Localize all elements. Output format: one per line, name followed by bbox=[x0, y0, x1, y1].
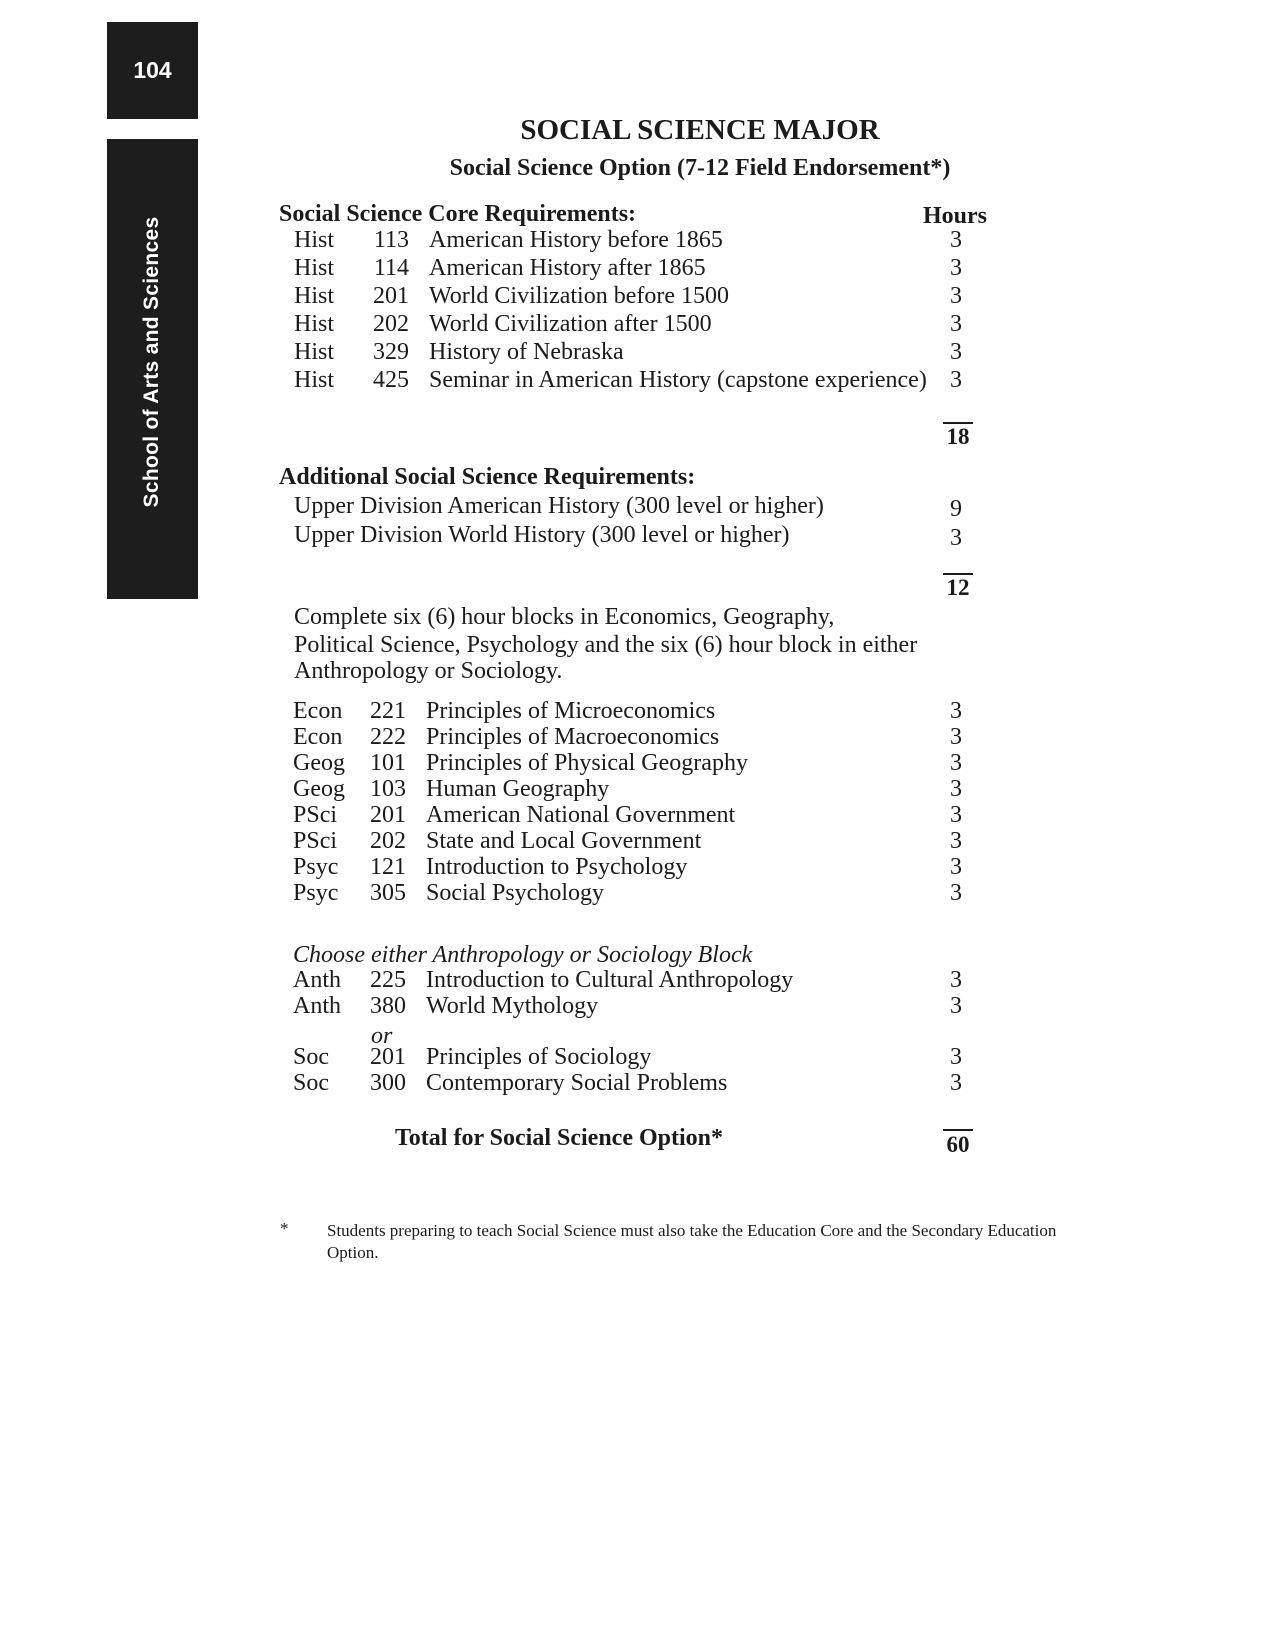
course-title: World Civilization after 1500 bbox=[429, 311, 712, 337]
course-hours: 3 bbox=[950, 1070, 962, 1096]
course-title: Principles of Macroeconomics bbox=[426, 724, 720, 750]
course-hours: 3 bbox=[950, 227, 962, 253]
course-title: American National Government bbox=[426, 802, 736, 828]
course-title: Introduction to Cultural Anthropology bbox=[426, 967, 794, 993]
course-number: 222 bbox=[370, 724, 406, 750]
course-hours: 3 bbox=[950, 339, 962, 365]
page-subtitle: Social Science Option (7-12 Field Endorsement*) bbox=[449, 155, 951, 181]
course-number: 202 bbox=[373, 311, 409, 337]
course-subject: Psyc bbox=[293, 880, 339, 906]
footnote-marker: * bbox=[280, 1219, 289, 1238]
side-tab-label: School of Arts and Sciences bbox=[140, 216, 163, 508]
course-hours: 3 bbox=[950, 993, 962, 1019]
course-subject: Hist bbox=[294, 311, 335, 337]
course-row bbox=[0, 827, 1275, 855]
or-label: or bbox=[371, 1023, 393, 1049]
course-title: Principles of Microeconomics bbox=[426, 698, 716, 724]
course-number: 202 bbox=[370, 828, 406, 854]
additional-heading: Additional Social Science Requirements: bbox=[279, 464, 696, 490]
course-subject: Psyc bbox=[293, 854, 339, 880]
additional-item: Upper Division American History (300 level or higher) bbox=[294, 493, 824, 519]
course-title: Introduction to Psychology bbox=[426, 854, 688, 880]
course-hours: 3 bbox=[950, 880, 962, 906]
course-title: World Civilization before 1500 bbox=[429, 283, 729, 309]
course-number: 101 bbox=[370, 750, 406, 776]
course-number: 221 bbox=[370, 698, 406, 724]
course-subject: Soc bbox=[293, 1070, 329, 1096]
additional-item-hours: 3 bbox=[950, 525, 962, 551]
course-row bbox=[0, 282, 1275, 310]
course-number: 225 bbox=[370, 967, 406, 993]
course-row bbox=[0, 775, 1275, 803]
course-row bbox=[0, 310, 1275, 338]
course-row bbox=[0, 966, 1275, 994]
course-subject: Geog bbox=[293, 750, 345, 776]
course-hours: 3 bbox=[950, 698, 962, 724]
block-instruction-line: Anthropology or Sociology. bbox=[294, 658, 563, 684]
course-number: 329 bbox=[373, 339, 409, 365]
course-subject: Anth bbox=[293, 993, 341, 1019]
course-number: 201 bbox=[373, 283, 409, 309]
course-row bbox=[0, 338, 1275, 366]
course-hours: 3 bbox=[950, 967, 962, 993]
course-subject: Hist bbox=[294, 367, 335, 393]
course-subject: Econ bbox=[293, 698, 343, 724]
course-subject: Econ bbox=[293, 724, 343, 750]
course-row bbox=[0, 801, 1275, 829]
course-subject: Soc bbox=[293, 1044, 329, 1070]
course-number: 114 bbox=[373, 255, 409, 281]
total-hours: 60 bbox=[946, 1132, 970, 1157]
course-row bbox=[0, 366, 1275, 394]
course-number: 103 bbox=[370, 776, 406, 802]
page-number-tab bbox=[107, 22, 198, 119]
course-subject: Geog bbox=[293, 776, 345, 802]
course-hours: 3 bbox=[950, 724, 962, 750]
course-number: 300 bbox=[370, 1070, 406, 1096]
course-hours: 3 bbox=[950, 776, 962, 802]
course-number: 425 bbox=[373, 367, 409, 393]
course-title: World Mythology bbox=[426, 993, 599, 1019]
course-number: 113 bbox=[373, 227, 409, 253]
course-title: Contemporary Social Problems bbox=[426, 1070, 728, 1096]
page-title: SOCIAL SCIENCE MAJOR bbox=[520, 114, 880, 146]
additional-item: Upper Division World History (300 level or higher) bbox=[294, 522, 790, 548]
course-row bbox=[0, 1069, 1275, 1097]
course-number: 201 bbox=[370, 802, 406, 828]
course-title: American History after 1865 bbox=[429, 255, 706, 281]
course-title: State and Local Government bbox=[426, 828, 702, 854]
course-hours: 3 bbox=[950, 854, 962, 880]
course-row bbox=[0, 992, 1275, 1020]
course-number: 201 bbox=[370, 1044, 406, 1070]
course-title: History of Nebraska bbox=[429, 339, 624, 365]
course-title: American History before 1865 bbox=[429, 227, 723, 253]
total-label: Total for Social Science Option* bbox=[395, 1125, 724, 1151]
course-hours: 3 bbox=[950, 828, 962, 854]
course-title: Human Geography bbox=[426, 776, 610, 802]
block-instruction-line: Complete six (6) hour blocks in Economics, Geography, bbox=[294, 604, 835, 630]
course-number: 305 bbox=[370, 880, 406, 906]
course-hours: 3 bbox=[950, 1044, 962, 1070]
course-subject: Hist bbox=[294, 283, 335, 309]
course-hours: 3 bbox=[950, 367, 962, 393]
course-title: Seminar in American History (capstone experience) bbox=[429, 367, 927, 393]
course-subject: PSci bbox=[293, 828, 338, 854]
course-row bbox=[0, 697, 1275, 725]
page-number: 104 bbox=[133, 57, 172, 83]
course-subject: Hist bbox=[294, 255, 335, 281]
course-row bbox=[0, 879, 1275, 907]
course-subject: Anth bbox=[293, 967, 341, 993]
course-row bbox=[0, 226, 1275, 254]
hours-header: Hours bbox=[923, 203, 988, 229]
course-row bbox=[0, 254, 1275, 282]
course-hours: 3 bbox=[950, 255, 962, 281]
block-instruction-line: Political Science, Psychology and the six (6) hour block in either bbox=[294, 632, 918, 658]
course-number: 121 bbox=[370, 854, 406, 880]
footnote-text: Students preparing to teach Social Science must also take the Education Core and the Secondary Education Option. bbox=[327, 1221, 1057, 1262]
course-hours: 3 bbox=[950, 750, 962, 776]
course-subject: Hist bbox=[294, 227, 335, 253]
additional-subtotal: 12 bbox=[946, 575, 970, 600]
course-title: Principles of Physical Geography bbox=[426, 750, 748, 776]
course-row bbox=[0, 853, 1275, 881]
course-title: Social Psychology bbox=[426, 880, 604, 906]
course-hours: 3 bbox=[950, 311, 962, 337]
course-subject: Hist bbox=[294, 339, 335, 365]
additional-item-hours: 9 bbox=[950, 496, 962, 522]
choose-block-label: Choose either Anthropology or Sociology Block bbox=[293, 942, 753, 968]
course-row bbox=[0, 749, 1275, 777]
course-row bbox=[0, 723, 1275, 751]
course-subject: PSci bbox=[293, 802, 338, 828]
course-number: 380 bbox=[370, 993, 406, 1019]
course-title: Principles of Sociology bbox=[426, 1044, 652, 1070]
course-hours: 3 bbox=[950, 283, 962, 309]
core-subtotal: 18 bbox=[946, 424, 970, 449]
core-heading: Social Science Core Requirements: bbox=[279, 201, 637, 227]
course-row bbox=[0, 1043, 1275, 1071]
course-hours: 3 bbox=[950, 802, 962, 828]
